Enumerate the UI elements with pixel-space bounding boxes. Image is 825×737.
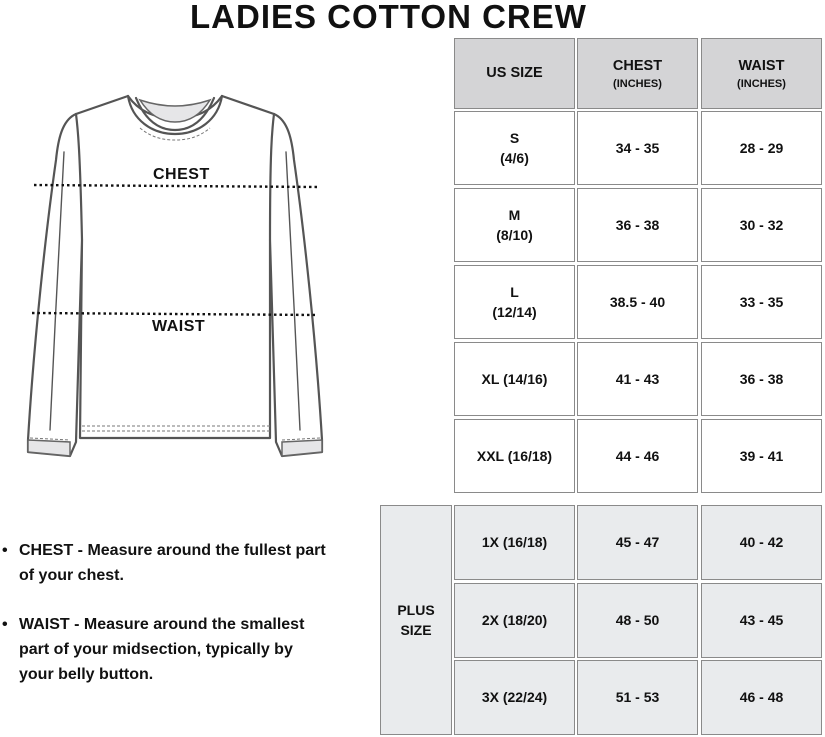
header-chest-unit: (INCHES) bbox=[613, 77, 662, 90]
waist-label: WAIST bbox=[152, 318, 206, 335]
waist-cell-3x: 46 - 48 bbox=[701, 660, 822, 735]
chest-cell-1x: 45 - 47 bbox=[577, 505, 698, 580]
size-cell-m bbox=[454, 188, 575, 262]
waist-cell-xxl: 39 - 41 bbox=[701, 419, 822, 493]
header-waist-unit: (INCHES) bbox=[737, 77, 786, 90]
size-cell-l bbox=[454, 265, 575, 339]
waist-cell-s: 28 - 29 bbox=[701, 111, 822, 185]
size-cell-xxl bbox=[454, 419, 575, 493]
header-waist-label: WAIST bbox=[738, 57, 785, 74]
size-sub-label: (4/6) bbox=[500, 150, 529, 166]
header-chest-label: CHEST bbox=[612, 57, 663, 74]
note-chest bbox=[0, 538, 370, 588]
chest-cell-s: 34 - 35 bbox=[577, 111, 698, 185]
plus-label-line1: PLUS bbox=[397, 601, 435, 618]
chest-cell-m: 36 - 38 bbox=[577, 188, 698, 262]
size-label: S bbox=[509, 129, 520, 146]
size-label: XL (14/16) bbox=[481, 370, 548, 387]
size-label: L bbox=[510, 283, 519, 300]
plus-size-group-label bbox=[380, 505, 452, 735]
size-cell-1x: 1X (16/18) bbox=[454, 505, 575, 580]
size-cell-3x: 3X (22/24) bbox=[454, 660, 575, 735]
chest-cell-l: 38.5 - 40 bbox=[577, 265, 698, 339]
bullet-icon: • bbox=[2, 616, 8, 633]
size-cell-xl bbox=[454, 342, 575, 416]
header-chest bbox=[577, 38, 698, 109]
note-line: CHEST - Measure around the fullest part bbox=[19, 542, 326, 559]
measurement-notes bbox=[0, 538, 370, 711]
size-label: M bbox=[508, 206, 521, 223]
note-line: of your chest. bbox=[19, 567, 124, 584]
chest-label: CHEST bbox=[153, 166, 210, 183]
waist-cell-m: 30 - 32 bbox=[701, 188, 822, 262]
waist-cell-xl: 36 - 38 bbox=[701, 342, 822, 416]
note-waist bbox=[0, 612, 370, 687]
plus-label-line2: SIZE bbox=[400, 622, 432, 638]
note-line: part of your midsection, typically by bbox=[19, 641, 293, 658]
waist-cell-2x: 43 - 45 bbox=[701, 583, 822, 658]
size-label: XXL (16/18) bbox=[476, 447, 553, 464]
chest-cell-2x: 48 - 50 bbox=[577, 583, 698, 658]
size-cell-s bbox=[454, 111, 575, 185]
size-cell-2x: 2X (18/20) bbox=[454, 583, 575, 658]
waist-cell-l: 33 - 35 bbox=[701, 265, 822, 339]
chest-cell-xl: 41 - 43 bbox=[577, 342, 698, 416]
header-waist bbox=[701, 38, 822, 109]
bullet-icon: • bbox=[2, 542, 8, 559]
header-us-size bbox=[454, 38, 575, 109]
chest-cell-3x: 51 - 53 bbox=[577, 660, 698, 735]
size-sub-label: (8/10) bbox=[496, 227, 533, 243]
header-us-size-label: US SIZE bbox=[486, 64, 543, 81]
note-line: your belly button. bbox=[19, 666, 154, 683]
page-title: LADIES COTTON CREW bbox=[190, 0, 587, 35]
waist-cell-1x: 40 - 42 bbox=[701, 505, 822, 580]
shirt-illustration bbox=[20, 90, 340, 470]
note-line: WAIST - Measure around the smallest bbox=[19, 616, 305, 633]
size-sub-label: (12/14) bbox=[492, 304, 537, 320]
chest-cell-xxl: 44 - 46 bbox=[577, 419, 698, 493]
